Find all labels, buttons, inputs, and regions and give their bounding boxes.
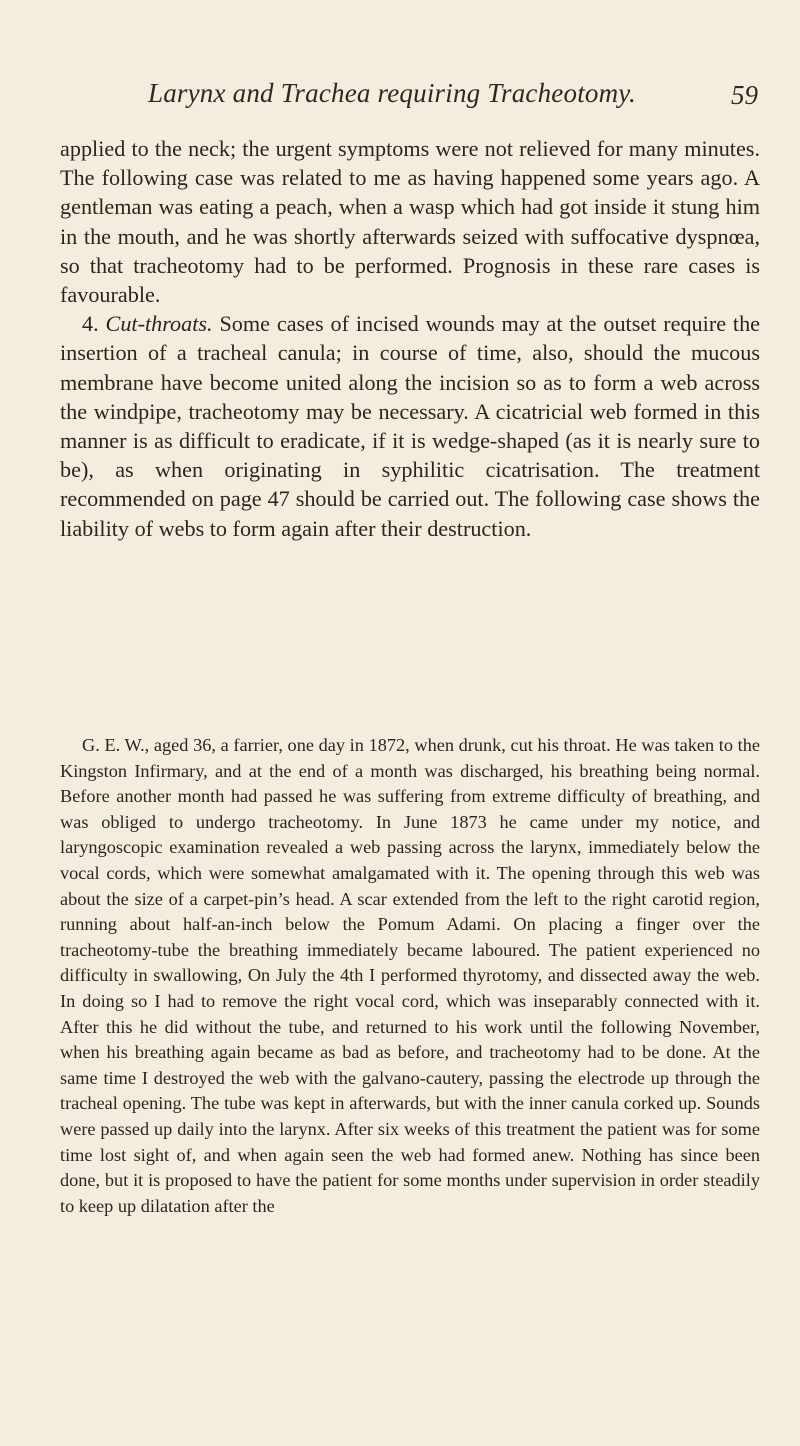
running-title: Larynx and Trachea requiring Tracheotomy. xyxy=(148,78,636,108)
case-report-text: G. E. W., aged 36, a farrier, one day in 1872, when drunk, cut his throat. He was taken to the Kingston Infirmary, and at the end of a month was discharged, his breathing being normal. Before another month had passed he was suffering from extreme difficulty of breathing, and was obliged to undergo tracheotomy. In June 1873 he came under my notice, and laryngoscopic examination revealed a web passing across the larynx, immediately below the vocal cords, which were somewhat amalgamated with it. The opening through this web was about the size of a carpet-pin’s head. A scar extended from the left to the right carotid region, running about half-an-inch below the Pomum Adami. On placing a finger over the tracheotomy-tube the breathing immediately became laboured. The patient experienced no difficulty in swallowing, On July the 4th I performed thyrotomy, and dissected away the web. In doing so I had to remove the right vocal cord, which was inseparably connected with it. After this he did without the tube, and returned to his work until the following November, when his breathing again became as bad as before, and tracheotomy had to be done. At the same time I destroyed the web with the galvano-cautery, passing the electrode up through the tracheal opening. The tube was kept in afterwards, but with the inner canula corked up. Sounds were passed up daily into the larynx. After six weeks of this treatment the patient was for some time lost sight of, and when again seen the web had formed anew. Nothing has since been done, but it is proposed to have the patient for some months under supervision in order steadily to keep up dilatation after the xyxy=(60,735,760,1216)
running-head xyxy=(58,78,758,118)
section-number: 4. xyxy=(82,311,99,337)
section-text: Some cases of incised wounds may at the outset require the insertion of a tracheal canula; in course of time, also, should the mucous membrane have become united along the incision so as to form a web across the windpipe, tracheotomy may be necessary. A cicatricial web formed in this manner is as difficult to eradicate, if it is wedge-shaped (as it is nearly sure to be), as when originating in syphilitic cicatrisation. The treatment recommended on page 47 should be carried out. The following case shows the liability of webs to form again after their destruction. xyxy=(60,311,761,541)
case-report xyxy=(60,733,760,1219)
paragraph-continued: applied to the neck; the urgent symptoms were not relieved for many minutes. The following case was related to me as having happened some years ago. A gentleman was eating a peach, when a wasp which had got inside it stung him in the mouth, and he was shortly afterwards seized with suffocative dyspnœa, so that tracheotomy had to be performed. Prognosis in these rare cases is favourable. xyxy=(60,136,760,308)
page-number: 59 xyxy=(731,80,758,110)
section-cut-throats xyxy=(60,309,760,543)
main-text xyxy=(60,134,760,543)
section-heading: Cut-throats. xyxy=(105,311,213,337)
